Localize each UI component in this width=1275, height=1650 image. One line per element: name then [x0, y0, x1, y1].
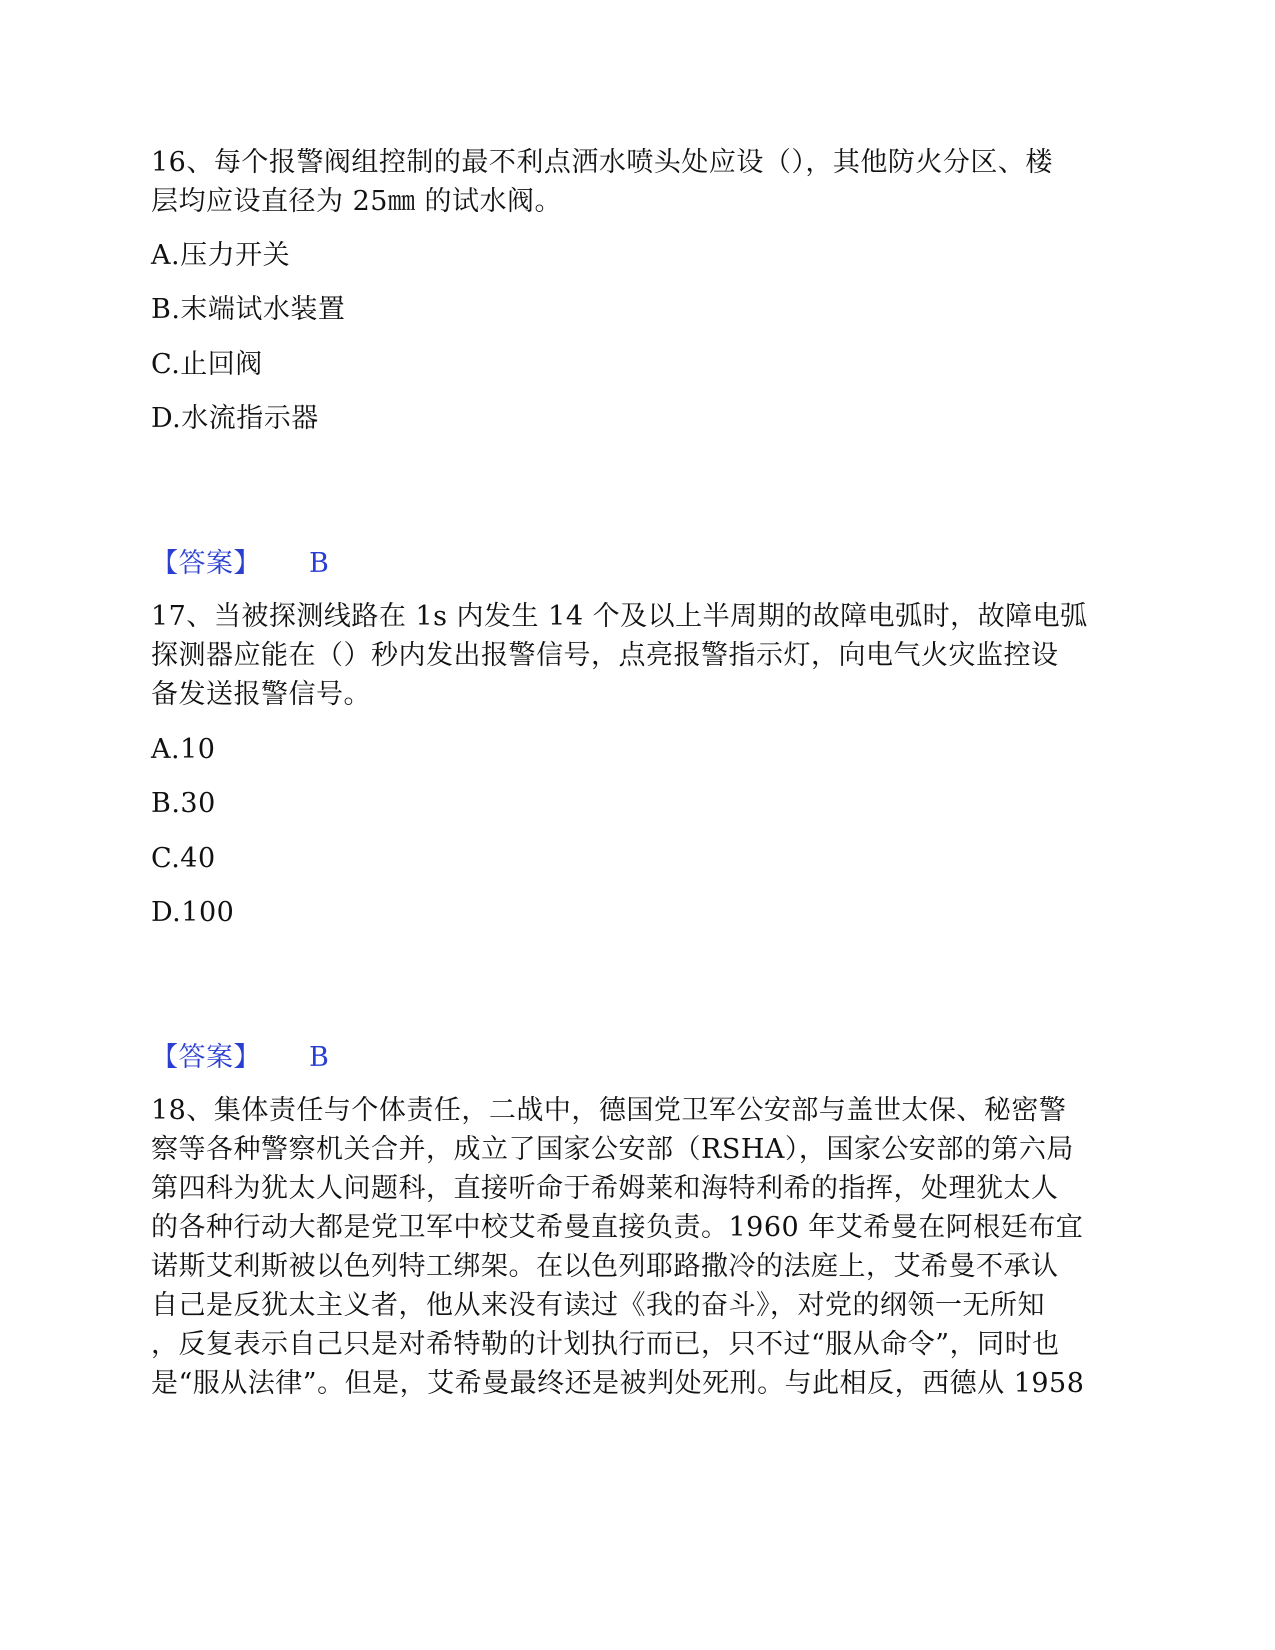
q18-text-line-4: 的各种行动大都是党卫军中校艾希曼直接负责。1960 年艾希曼在阿根廷布宜: [151, 1212, 1084, 1243]
q16-text-line-2: 层均应设直径为 25㎜ 的试水阀。: [151, 186, 563, 217]
q16-option-b: B.末端试水装置: [151, 294, 346, 325]
q18-text-line-6: 自己是反犹太主义者，他从来没有读过《我的奋斗》，对党的纲领一无所知: [151, 1290, 1045, 1321]
q16-option-a: A.压力开关: [151, 240, 291, 271]
q17-option-d: D.100: [151, 897, 235, 928]
q18-text-line-7: ，反复表示自己只是对希特勒的计划执行而已，只不过“服从命令”，同时也: [151, 1329, 1060, 1360]
q16-option-c: C.止回阀: [151, 349, 263, 380]
q17-option-c: C.40: [151, 843, 216, 874]
q18-text-line-8: 是“服从法律”。但是，艾希曼最终还是被判处死刑。与此相反，西德从 1958: [151, 1368, 1085, 1399]
q18-text-line-5: 诺斯艾利斯被以色列特工绑架。在以色列耶路撒冷的法庭上，艾希曼不承认: [151, 1251, 1059, 1282]
q17-option-a: A.10: [151, 734, 216, 765]
q17-answer-value: B: [309, 1042, 330, 1073]
q16-answer: [151, 544, 329, 584]
q16-answer-value: B: [309, 548, 330, 579]
q18-text-line-1: 18、集体责任与个体责任，二战中，德国党卫军公安部与盖世太保、秘密警: [151, 1095, 1067, 1126]
q16-answer-tag: 【答案】: [151, 548, 261, 579]
q17-option-b: B.30: [151, 788, 216, 819]
q17-text-line-3: 备发送报警信号。: [151, 679, 371, 710]
q16-text-line-1: 16、每个报警阀组控制的最不利点洒水喷头处应设（），其他防火分区、楼: [151, 147, 1053, 178]
q16-option-d: D.水流指示器: [151, 403, 319, 434]
q17-answer: [151, 1038, 329, 1078]
q17-answer-tag: 【答案】: [151, 1042, 261, 1073]
q17-text-line-1: 17、当被探测线路在 1s 内发生 14 个及以上半周期的故障电弧时，故障电弧: [151, 601, 1088, 632]
q18-text-line-2: 察等各种警察机关合并，成立了国家公安部（RSHA），国家公安部的第六局: [151, 1134, 1074, 1165]
q18-text-line-3: 第四科为犹太人问题科，直接听命于希姆莱和海特利希的指挥，处理犹太人: [151, 1173, 1059, 1204]
q17-text-line-2: 探测器应能在（）秒内发出报警信号，点亮报警指示灯，向电气火灾监控设: [151, 640, 1059, 671]
